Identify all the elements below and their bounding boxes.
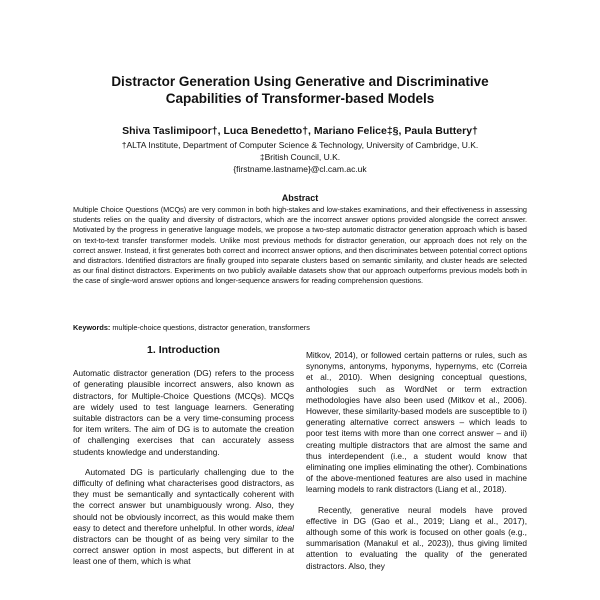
paper-title [60,73,540,107]
author-list: Shiva Taslimipoor†, Luca Benedetto†, Mariano Felice‡§, Paula Buttery† [122,125,478,137]
section-heading-introduction: 1. Introduction [147,344,220,356]
intro-p2-ideal: ideal [276,522,294,533]
abstract-text: Multiple Choice Questions (MCQs) are very common in both high-stakes and low-stakes examinations, and their effectiveness in assessing students relies on the quality and diversity of distractors, which are the incorrect answer options provided alongside the correct answer. Motivated by the progress in generative language models, we propose a two-step automatic distractor generation approach which is based on text-to-text transfer transformer models. Unlike most previous methods for distractor generation, our approach does not rely on the correct answer. Instead, it first generates both correct and incorrect answer options, and then discriminates between potential correct options and distractors. Identified distractors are finally grouped into separate clusters based on semantic similarity, and cluster heads are selected as our final distinct distractors. Experiments on two publicly available datasets show that our approach outperforms previous models both in the case of single-word answer options and longer-sequence answers for reading comprehension questions. [73,205,527,286]
abstract-heading: Abstract [281,193,319,203]
author-email: {firstname.lastname}@cl.cam.ac.uk [233,164,367,174]
intro-paragraph-1: Automatic distractor generation (DG) refers to the process of generating plausible incorrect answers, also known as distractors, for Multiple-Choice Questions (MCQs). MCQs are widely used to test language learners. Generating suitable distractors can be a very time-consuming process for item writers. The aim of DG is to automate the creation of challenging exercises that can accurately assess students knowledge and understanding. [73,368,294,457]
keywords-text: multiple-choice questions, distractor generation, transformers [110,323,310,332]
intro-paragraph-2 [73,467,294,568]
right-column [306,350,527,581]
left-column [73,345,294,577]
title-line-2: Capabilities of Transformer-based Models [165,91,435,106]
right-paragraph-2: Recently, generative neural models have proved effective in DG (Gao et al., 2019; Liang et al., 2017), although some of this work is focused on other goals (e.g., summarisation (Manakul et al., 2023)), thus giving limited attention to evaluating the quality of the generated distractors. Also, they [306,504,527,571]
keywords-label: Keywords: [73,323,111,332]
affiliation-alta: †ALTA Institute, Department of Computer Science & Technology, University of Cambridge, U.K. [121,140,479,150]
affiliation-british-council: ‡British Council, U.K. [259,152,341,162]
keywords-line [73,323,527,333]
right-paragraph-1: Mitkov, 2014), or followed certain patterns or rules, such as synonyms, antonyms, hyponyms, hypernyms, etc (Correia et al., 2010). When designing conceptual questions, anthologies such as WordNet or term extraction methodologies have also been used (Mitkov et al., 2006). However, these similarity-based models are susceptible to i) generating alternative correct answers – which leads to poor test items with more than one correct answer – and ii) creating multiple distractors that are almost the same and thus interdependent (i.e., a student would know that eliminating one implies eliminating the other). Combinations of the above-mentioned features are also used in machine learning models to rank distractors (Liang et al., 2018). [306,350,527,495]
title-line-1: Distractor Generation Using Generative and Discriminative [111,74,489,89]
intro-p2-part-b: distractors can be thought of as being very similar to the correct answer option in most aspects, but different in at least one of them, which is what [73,534,294,567]
intro-p2-part-a: Automated DG is particularly challenging due to the difficulty of defining what characterises good distractors, as they must be semantically and syntactically coherent with the correct answer but unambiguously wrong. Also, they should not be obviously incorrect, as this would make them easy to detect and therefore unhelpful. In other words, [73,466,294,533]
